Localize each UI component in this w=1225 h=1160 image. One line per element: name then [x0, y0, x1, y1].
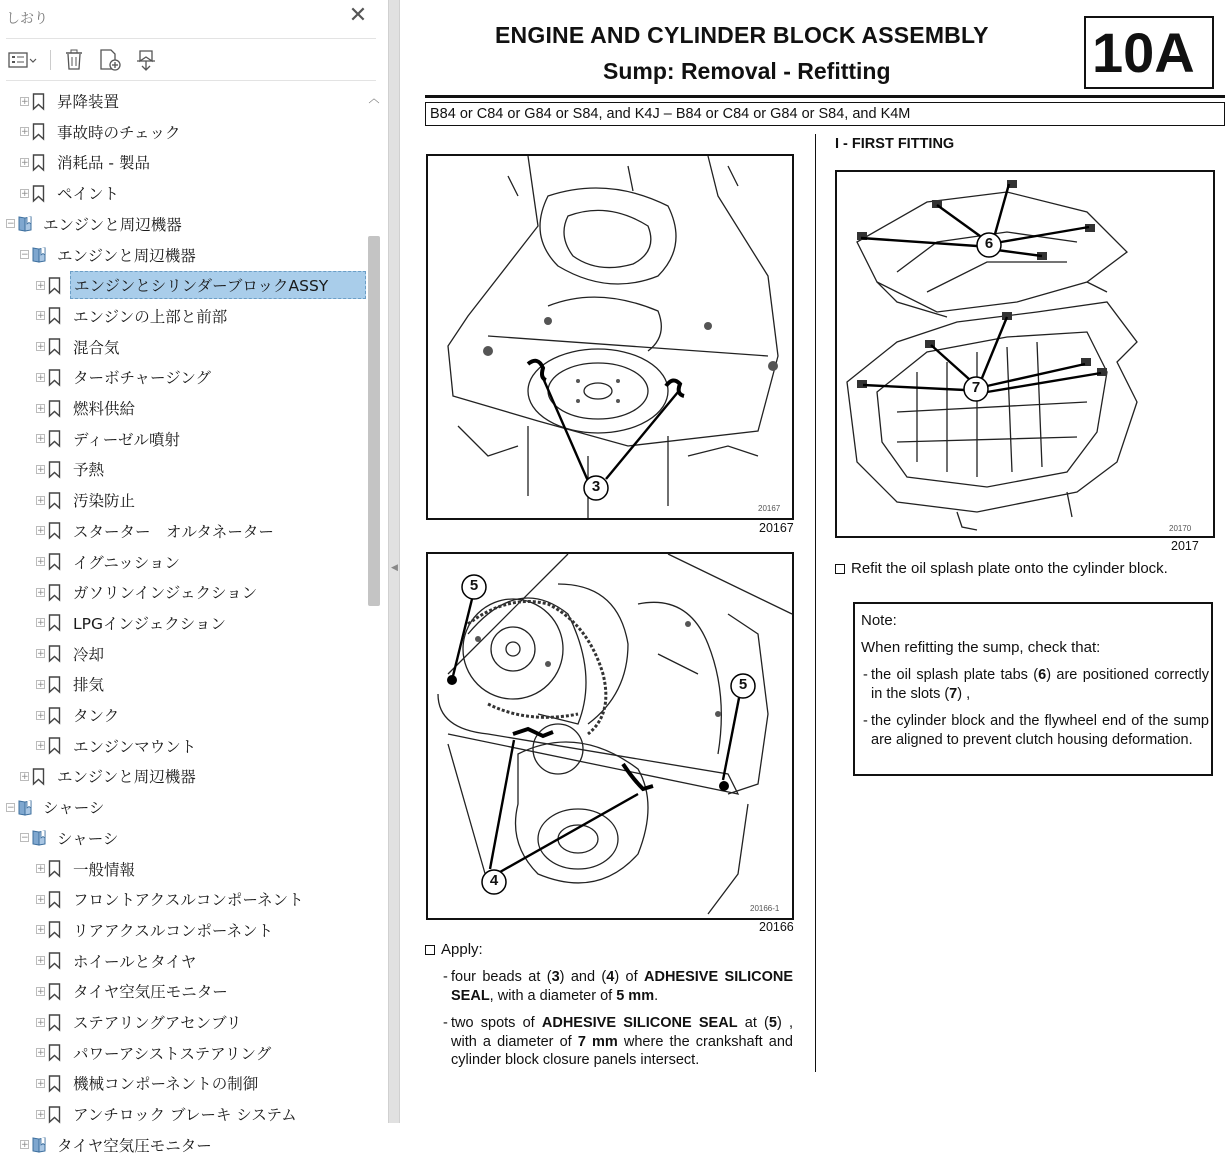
- expand-icon[interactable]: +: [37, 956, 45, 967]
- bookmark-item-selected[interactable]: [0, 270, 366, 300]
- expand-icon[interactable]: +: [37, 649, 45, 660]
- bookmark-item[interactable]: [0, 1068, 261, 1098]
- figure-number: 2017: [1171, 539, 1199, 553]
- bookmark-label: ホイールとタイヤ: [73, 952, 197, 971]
- figure-timing-chain: [426, 552, 794, 920]
- bookmark-item[interactable]: [0, 946, 199, 976]
- expand-icon[interactable]: +: [37, 342, 45, 353]
- bookmark-icon: [48, 614, 64, 632]
- expand-icon[interactable]: +: [37, 557, 45, 567]
- bookmark-icon: [48, 276, 64, 294]
- expand-icon[interactable]: +: [37, 1078, 45, 1089]
- note-item: - the cylinder block and the flywheel end of the sump are aligned to prevent clutch housing deformation.: [863, 713, 1209, 748]
- expand-icon[interactable]: +: [37, 311, 45, 322]
- bookmark-label: エンジンと周辺機器: [57, 246, 196, 265]
- book-icon: [18, 798, 34, 816]
- expand-icon[interactable]: +: [21, 157, 29, 168]
- figure-corner-tag: 20166-1: [750, 904, 780, 913]
- scrollbar-thumb[interactable]: [368, 236, 380, 606]
- bookmark-label: ターボチャージング: [73, 369, 212, 388]
- bookmark-item[interactable]: [0, 516, 277, 546]
- callout-5: 5: [738, 676, 748, 693]
- bookmark-item[interactable]: [0, 454, 107, 484]
- bookmark-item[interactable]: [0, 1038, 274, 1068]
- delete-bookmark-button[interactable]: [61, 47, 87, 73]
- bookmark-tree: [0, 84, 366, 1155]
- bookmark-item[interactable]: [0, 1099, 300, 1129]
- book-icon: [32, 246, 48, 264]
- expand-icon[interactable]: +: [37, 495, 45, 506]
- bookmark-item[interactable]: [0, 209, 185, 239]
- bookmark-item[interactable]: [0, 117, 184, 147]
- bookmark-icon: [48, 706, 64, 724]
- book-icon: [18, 215, 34, 233]
- bookmark-icon: [48, 890, 64, 908]
- bookmark-label: 機械コンポーネントの制御: [73, 1075, 259, 1094]
- bookmark-icon: [32, 767, 48, 785]
- callout-5: 5: [469, 577, 479, 594]
- bookmark-icon: [32, 92, 48, 110]
- bookmark-label: エンジンの上部と前部: [73, 307, 228, 326]
- bookmark-label: タンク: [73, 707, 120, 725]
- bookmarks-panel: [0, 0, 384, 1155]
- page-subtitle: Sump: Removal - Refitting: [603, 58, 891, 84]
- new-bookmark-icon: [98, 49, 122, 71]
- bookmark-label: イグニッション: [73, 553, 180, 572]
- note-item: - the oil splash plate tabs (6) are positioned correctly in the slots (7) ,: [863, 667, 1209, 702]
- expand-icon[interactable]: +: [37, 710, 45, 721]
- bookmark-label: ペイント: [57, 185, 120, 204]
- panel-splitter[interactable]: [388, 0, 400, 1123]
- expand-icon[interactable]: +: [37, 986, 45, 997]
- bookmark-item[interactable]: [0, 393, 138, 423]
- bookmark-label: エンジンとシリンダーブロックASSY: [70, 271, 366, 299]
- expand-icon[interactable]: +: [21, 127, 29, 138]
- expand-icon[interactable]: +: [37, 925, 45, 936]
- bookmark-icon: [48, 583, 64, 601]
- expand-icon[interactable]: +: [37, 526, 45, 537]
- expand-icon[interactable]: +: [37, 618, 45, 629]
- bookmark-item[interactable]: [0, 976, 231, 1006]
- bookmark-label: ディーゼル噴射: [73, 430, 180, 449]
- figure-number: 20167: [759, 521, 794, 535]
- bookmark-icon: [48, 675, 64, 693]
- section-code-badge: 10A: [1084, 16, 1214, 89]
- expand-bookmark-button[interactable]: [133, 47, 159, 73]
- figure-number: 20166: [759, 920, 794, 934]
- dash-bullet: -: [443, 1015, 448, 1031]
- bookmark-item[interactable]: [0, 485, 138, 515]
- apply-item: - four beads at (3) and (4) of ADHESIVE SILICONE SEAL, with a diameter of 5 mm.: [443, 969, 794, 1004]
- bookmark-label: タイヤ空気圧モニター: [57, 1136, 212, 1155]
- expand-icon[interactable]: +: [21, 1140, 29, 1151]
- scroll-up-icon[interactable]: ︿: [368, 92, 380, 105]
- note-box: [853, 602, 1213, 776]
- dash-bullet: -: [443, 969, 448, 985]
- bookmark-icon: [48, 860, 64, 878]
- bookmark-label: リアアクスルコンポーネント: [73, 921, 274, 940]
- bookmark-item[interactable]: [0, 854, 138, 884]
- book-icon: [32, 829, 48, 847]
- collapse-icon[interactable]: −: [7, 219, 15, 230]
- bookmark-icon: [48, 522, 64, 540]
- expand-icon[interactable]: +: [37, 679, 45, 690]
- bookmark-icon: [48, 368, 64, 386]
- book-icon: [32, 1136, 48, 1154]
- expand-icon[interactable]: +: [37, 741, 45, 752]
- callout-6: 6: [984, 235, 994, 252]
- applicability-line: B84 or C84 or G84 or S84, and K4J – B84 or C84 or G84 or S84, and K4M: [425, 102, 1225, 126]
- bookmark-icon: [32, 123, 48, 141]
- bookmark-item[interactable]: [0, 884, 307, 914]
- bookmark-icon: [48, 399, 64, 417]
- bookmark-icon: [32, 184, 48, 202]
- bookmark-icon: [48, 645, 64, 663]
- divider: [6, 80, 376, 81]
- expand-icon[interactable]: +: [37, 1109, 45, 1120]
- expand-icon[interactable]: +: [37, 372, 45, 383]
- engine-block-illustration: [428, 156, 792, 518]
- dash-bullet: -: [863, 667, 868, 683]
- close-icon[interactable]: ✕: [348, 3, 368, 28]
- expand-icon[interactable]: +: [21, 188, 29, 199]
- bookmark-icon: [48, 338, 64, 356]
- refit-instruction: [835, 560, 1205, 579]
- bookmark-label: 排気: [73, 676, 105, 695]
- bookmark-item[interactable]: [0, 669, 107, 699]
- bookmark-label: タイヤ空気圧モニター: [73, 983, 228, 1002]
- callout-4: 4: [489, 872, 499, 889]
- bookmark-item[interactable]: [0, 86, 122, 116]
- callout-7: 7: [971, 379, 981, 396]
- bookmark-icon: [48, 430, 64, 448]
- bookmark-icon: [48, 460, 64, 478]
- bookmark-item[interactable]: [0, 915, 276, 945]
- figure-oil-sump: [835, 170, 1215, 538]
- bookmark-properties-icon: [134, 49, 158, 71]
- options-menu-button[interactable]: [6, 47, 40, 73]
- bookmark-item[interactable]: [0, 362, 214, 392]
- bookmark-icon: [48, 307, 64, 325]
- timing-chain-illustration: [428, 554, 792, 918]
- page-title: ENGINE AND CYLINDER BLOCK ASSEMBLY: [495, 22, 989, 48]
- expand-icon[interactable]: +: [37, 1048, 45, 1059]
- bookmark-label: 冷却: [73, 645, 105, 664]
- bookmark-label: 事故時のチェック: [57, 123, 181, 142]
- bookmark-label: シャーシ: [57, 829, 119, 848]
- expand-icon[interactable]: +: [37, 464, 45, 475]
- bookmarks-panel-title: しおり: [6, 11, 48, 27]
- bookmark-icon: [48, 491, 64, 509]
- bookmark-label: 汚染防止: [73, 492, 136, 511]
- bookmark-label: フロントアクスルコンポーネント: [73, 891, 304, 910]
- column-divider: [815, 134, 816, 1072]
- bookmark-item[interactable]: [0, 639, 107, 669]
- new-bookmark-button[interactable]: [97, 47, 123, 73]
- bookmark-icon: [48, 952, 64, 970]
- bookmark-item[interactable]: [0, 608, 229, 638]
- list-options-icon: [8, 50, 38, 70]
- expand-icon[interactable]: +: [37, 587, 45, 598]
- bookmark-label: エンジンマウント: [73, 737, 197, 756]
- bookmark-label: 燃料供給: [73, 400, 136, 418]
- figure-cylinder-block-bottom: [426, 154, 794, 520]
- bookmark-label: 予熱: [73, 461, 105, 480]
- collapse-arrow-icon[interactable]: ◀: [391, 563, 398, 573]
- figure-corner-tag: 20167: [758, 504, 781, 513]
- bookmark-label: スターター オルタネーター: [73, 522, 274, 541]
- apply-instruction: Apply:: [425, 941, 483, 960]
- expand-icon[interactable]: +: [21, 771, 29, 782]
- expand-icon[interactable]: +: [37, 403, 45, 414]
- bookmark-label: エンジンと周辺機器: [57, 768, 196, 787]
- bookmark-item[interactable]: [0, 240, 199, 270]
- bookmark-item[interactable]: [0, 761, 199, 791]
- bookmark-item[interactable]: [0, 301, 230, 331]
- collapse-icon[interactable]: −: [21, 833, 29, 844]
- dash-bullet: -: [863, 713, 868, 729]
- checkbox-bullet-icon: [835, 564, 845, 574]
- bookmark-icon: [48, 553, 64, 571]
- callout-3: 3: [591, 478, 601, 495]
- checkbox-bullet-icon: [425, 945, 435, 955]
- expand-icon[interactable]: +: [37, 864, 45, 874]
- bookmark-item[interactable]: [0, 1007, 245, 1037]
- bookmark-label: アンチロック ブレーキ システム: [73, 1106, 297, 1125]
- collapse-icon[interactable]: −: [21, 250, 29, 260]
- bookmark-item[interactable]: [0, 547, 183, 577]
- toolbar-divider: [50, 50, 51, 70]
- note-intro: When refitting the sump, check that:: [861, 639, 1101, 656]
- bookmarks-toolbar: [6, 45, 159, 75]
- expand-icon[interactable]: +: [37, 894, 45, 905]
- bookmark-item[interactable]: [0, 700, 122, 730]
- bookmark-item[interactable]: [0, 1130, 215, 1160]
- bookmark-label: エンジンと周辺機器: [43, 215, 182, 234]
- document-page: [401, 0, 1209, 1123]
- bookmark-item[interactable]: [0, 731, 199, 761]
- divider: [6, 38, 376, 39]
- bookmark-label: 昇降装置: [57, 93, 120, 111]
- bookmark-item[interactable]: [0, 823, 121, 853]
- figure-corner-tag: 20170: [1169, 524, 1192, 533]
- expand-icon[interactable]: +: [37, 280, 45, 291]
- bookmark-item[interactable]: [0, 424, 183, 454]
- expand-icon[interactable]: +: [37, 1017, 45, 1028]
- bookmark-icon: [48, 982, 64, 1000]
- expand-icon[interactable]: +: [37, 434, 45, 445]
- bookmark-icon: [48, 1013, 64, 1031]
- bookmark-label: シャーシ: [43, 799, 105, 818]
- header-rule: [425, 95, 1225, 98]
- section-heading: I - FIRST FITTING: [835, 136, 955, 152]
- bookmark-item[interactable]: [0, 147, 153, 177]
- bookmark-label: パワーアシストステアリング: [73, 1044, 272, 1063]
- bookmark-icon: [32, 153, 48, 171]
- bookmark-icon: [48, 1044, 64, 1062]
- collapse-icon[interactable]: −: [7, 802, 15, 813]
- expand-icon[interactable]: +: [21, 96, 29, 107]
- note-title: Note:: [861, 612, 897, 629]
- bookmark-item[interactable]: [0, 178, 122, 208]
- bookmark-label: LPGインジェクション: [73, 614, 226, 633]
- bookmark-label: 消耗品 - 製品: [57, 154, 150, 173]
- bookmark-icon: [48, 921, 64, 939]
- bookmark-icon: [48, 737, 64, 755]
- bookmark-label: ガソリンインジェクション: [73, 584, 258, 603]
- oil-sump-illustration: [837, 172, 1213, 536]
- bookmark-item[interactable]: [0, 792, 107, 822]
- bookmark-label: 一般情報: [73, 860, 136, 879]
- bookmark-icon: [48, 1105, 64, 1123]
- bookmark-item[interactable]: [0, 332, 123, 362]
- bookmark-label: ステアリングアセンブリ: [73, 1014, 242, 1032]
- bookmark-icon: [48, 1074, 64, 1092]
- bookmark-label: 混合気: [73, 338, 120, 357]
- trash-icon: [64, 49, 84, 71]
- bookmark-item[interactable]: [0, 577, 260, 607]
- apply-item: - two spots of ADHESIVE SILICONE SEAL at (5) , with a diameter of 7 mm where the crankshaft and cylinder block closure panels intersect.: [443, 1015, 794, 1068]
- refit-text: Refit the oil splash plate onto the cylinder block.: [851, 560, 1168, 577]
